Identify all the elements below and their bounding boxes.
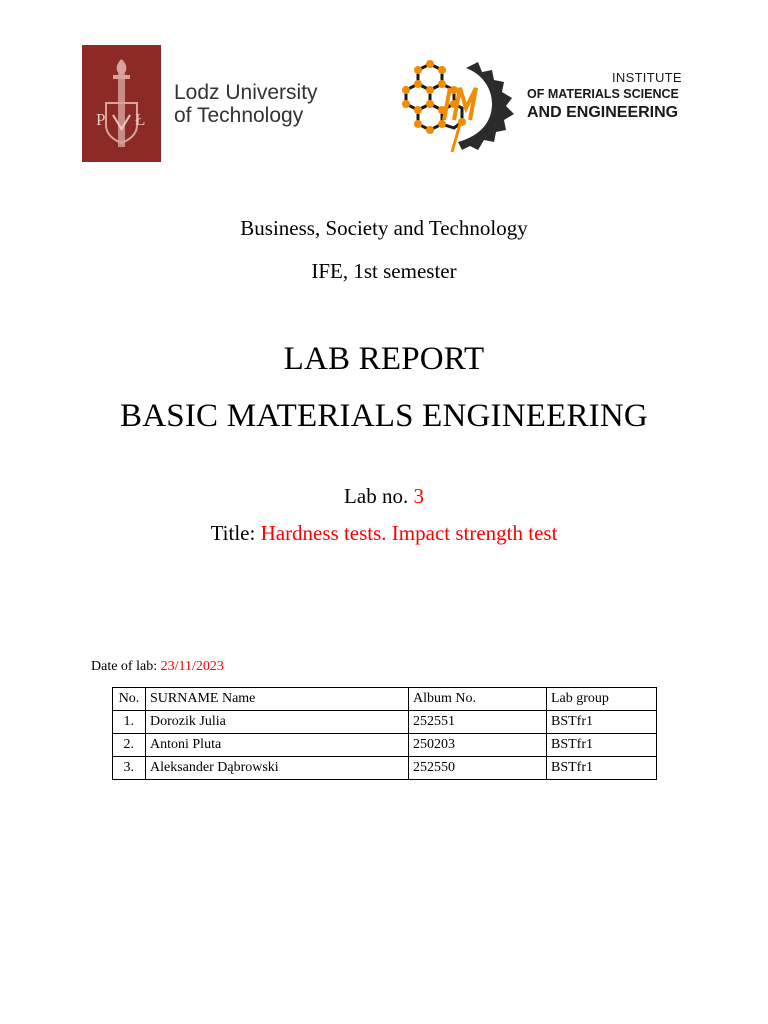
university-name-line2: of Technology xyxy=(174,103,304,127)
header-no: No. xyxy=(113,688,146,711)
lab-title-value: Hardness tests. Impact strength test xyxy=(260,521,558,545)
cell-name: Antoni Pluta xyxy=(146,734,409,757)
members-table xyxy=(112,687,657,780)
cell-album: 250203 xyxy=(409,734,547,757)
cell-name: Aleksander Dąbrowski xyxy=(146,757,409,780)
report-title: LAB REPORT xyxy=(283,341,485,377)
cell-no: 3. xyxy=(113,757,146,780)
cell-no: 1. xyxy=(113,711,146,734)
institute-name xyxy=(527,69,682,123)
cell-name: Dorozik Julia xyxy=(146,711,409,734)
lab-date-label: Date of lab: xyxy=(91,659,158,674)
lab-title-separator: : xyxy=(249,521,256,545)
course-name: Business, Society and Technology xyxy=(240,216,528,240)
lab-date-value: 23/11/2023 xyxy=(160,659,224,674)
cell-album: 252551 xyxy=(409,711,547,734)
lab-date xyxy=(91,659,224,675)
table-row xyxy=(113,711,657,734)
header-album: Album No. xyxy=(409,688,547,711)
table-header-row xyxy=(113,688,657,711)
table-row xyxy=(113,734,657,757)
institute-name-line2: OF MATERIALS SCIENCE xyxy=(527,87,679,101)
lab-title-label: Title xyxy=(210,521,250,545)
lab-title xyxy=(0,521,768,546)
institute-name-line3: AND ENGINEERING xyxy=(527,104,679,121)
cell-no: 2. xyxy=(113,734,146,757)
university-name-line1: Lodz University xyxy=(174,80,318,104)
table-row xyxy=(113,757,657,780)
header-group: Lab group xyxy=(547,688,657,711)
semester-info: IFE, 1st semester xyxy=(311,259,457,283)
header-name: SURNAME Name xyxy=(146,688,409,711)
institute-logo xyxy=(400,58,690,154)
university-name xyxy=(174,81,318,127)
emblem-letter-l: Ł xyxy=(135,110,146,129)
institute-name-line1: INSTITUTE xyxy=(612,70,682,85)
lab-number xyxy=(0,484,768,509)
cell-group: BSTfr1 xyxy=(547,734,657,757)
emblem-letter-p: P xyxy=(96,110,106,129)
lab-number-value: 3 xyxy=(413,484,424,508)
cell-group: BSTfr1 xyxy=(547,711,657,734)
university-logo xyxy=(82,45,322,162)
university-emblem-icon xyxy=(82,45,161,162)
report-subject: BASIC MATERIALS ENGINEERING xyxy=(120,398,648,434)
lab-number-label: Lab no. xyxy=(344,484,409,508)
cell-group: BSTfr1 xyxy=(547,757,657,780)
institute-gear-icon xyxy=(400,58,525,154)
cell-album: 252550 xyxy=(409,757,547,780)
